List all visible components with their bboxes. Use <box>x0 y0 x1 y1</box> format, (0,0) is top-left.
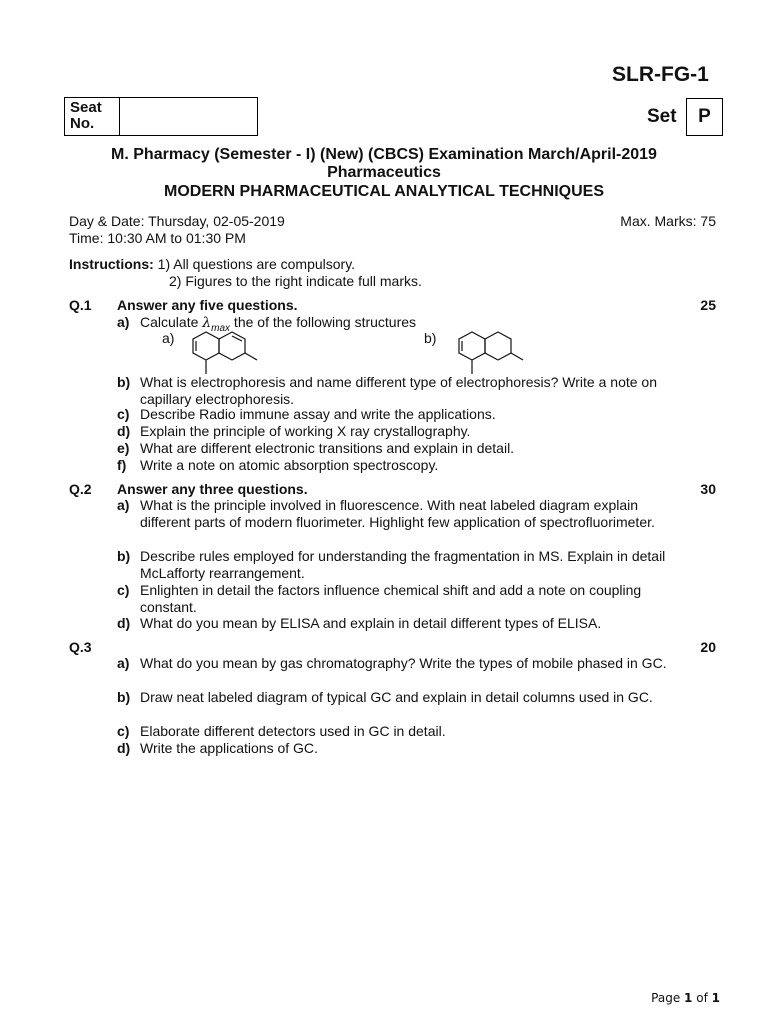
seat-number-box <box>64 97 258 136</box>
sub-question <box>117 655 677 672</box>
sub-question <box>117 548 677 582</box>
exam-title: M. Pharmacy (Semester - I) (New) (CBCS) Examination March/April-2019 <box>111 146 657 163</box>
sub-question-text: What is electrophoresis and name different type of electrophoresis? Write a note on capillary electrophoresis. <box>140 374 657 407</box>
sub-question-letter: d) <box>117 423 131 439</box>
sub-question-text: Enlighten in detail the factors influence chemical shift and add a note on coupling constant. <box>140 582 642 615</box>
sub-question <box>117 497 677 531</box>
question-marks: 20 <box>700 639 716 655</box>
paper-code: SLR-FG-1 <box>612 63 709 86</box>
sub-question-letter: e) <box>117 440 130 456</box>
sub-question-text-pre: Calculate <box>140 314 203 330</box>
sub-question-text-post: the of the following structures <box>230 314 417 330</box>
sub-question-text: Describe rules employed for understanding the fragmentation in MS. Explain in detail McLafforty rearrangement. <box>140 548 666 581</box>
subject-name: Pharmaceutics <box>327 164 441 181</box>
sub-question-letter: f) <box>117 457 127 473</box>
sub-question <box>117 423 677 440</box>
sub-question-letter: b) <box>117 689 131 705</box>
sub-question-letter: a) <box>117 655 130 671</box>
exam-time: Time: 10:30 AM to 01:30 PM <box>69 230 246 246</box>
sub-question-letter: d) <box>117 615 131 631</box>
sub-question <box>117 457 677 474</box>
page-total: 1 <box>711 991 720 1005</box>
sub-question-text: Elaborate different detectors used in GC in detail. <box>140 723 446 739</box>
sub-question <box>117 374 677 408</box>
sub-question <box>117 615 677 632</box>
question-marks: 30 <box>700 481 716 497</box>
sub-question <box>117 689 677 706</box>
lambda-symbol: λ <box>202 315 212 331</box>
sub-question-text: What do you mean by ELISA and explain in detail different types of ELISA. <box>140 615 602 631</box>
sub-question-text: What is the principle involved in fluorescence. With neat labeled diagram explain different parts of modern fluorimeter. Highlight few application of spectrofluorimeter. <box>140 497 655 530</box>
page-word: Page <box>651 991 681 1005</box>
instructions <box>69 256 355 272</box>
question-heading: Answer any five questions. <box>117 297 298 313</box>
sub-question-letter: d) <box>117 740 131 756</box>
sub-question-text: Explain the principle of working X ray crystallography. <box>140 423 471 439</box>
sub-question-letter: a) <box>117 497 130 513</box>
sub-question-letter: c) <box>117 723 130 739</box>
max-marks: Max. Marks: 75 <box>620 213 716 229</box>
of-word: of <box>696 991 708 1005</box>
sub-question-letter: c) <box>117 406 130 422</box>
sub-question-letter: b) <box>117 374 131 390</box>
question-number: Q.2 <box>69 481 92 497</box>
seat-label: Seat No. <box>65 98 120 135</box>
sub-question <box>117 406 677 423</box>
page-number: 1 <box>684 991 693 1005</box>
question-number: Q.1 <box>69 297 92 313</box>
structure-b-diagram <box>454 328 534 376</box>
structure-label-b: b) <box>424 330 437 346</box>
sub-question-text: Describe Radio immune assay and write the applications. <box>140 406 496 422</box>
day-date: Day & Date: Thursday, 02-05-2019 <box>69 213 285 229</box>
sub-question <box>117 582 677 616</box>
set-value-box: P <box>686 98 723 136</box>
question-number: Q.3 <box>69 639 92 655</box>
sub-question <box>117 723 677 740</box>
sub-question <box>117 740 677 757</box>
sub-question-letter: b) <box>117 548 131 564</box>
sub-question <box>117 440 677 457</box>
set-label: Set <box>647 106 677 127</box>
sub-question-text: What are different electronic transitions and explain in detail. <box>140 440 515 456</box>
sub-question-text: Write a note on atomic absorption spectroscopy. <box>140 457 439 473</box>
instructions-label: Instructions: <box>69 256 154 272</box>
instruction-item: 2) Figures to the right indicate full marks. <box>169 273 422 289</box>
sub-question-text: Write the applications of GC. <box>140 740 318 756</box>
sub-question-letter: c) <box>117 582 130 598</box>
sub-question-text: What do you mean by gas chromatography? Write the types of mobile phased in GC. <box>140 655 667 671</box>
lambda-subscript: max <box>211 322 231 334</box>
sub-question-text: Draw neat labeled diagram of typical GC and explain in detail columns used in GC. <box>140 689 653 705</box>
structure-label-a: a) <box>162 330 175 346</box>
structure-a-diagram <box>186 328 266 376</box>
question-heading: Answer any three questions. <box>117 481 308 497</box>
instruction-item: 1) All questions are compulsory. <box>157 256 356 272</box>
paper-title: MODERN PHARMACEUTICAL ANALYTICAL TECHNIQUES <box>163 183 604 200</box>
page-footer <box>651 991 720 1005</box>
question-marks: 25 <box>700 297 716 313</box>
sub-question-letter: a) <box>117 314 130 330</box>
